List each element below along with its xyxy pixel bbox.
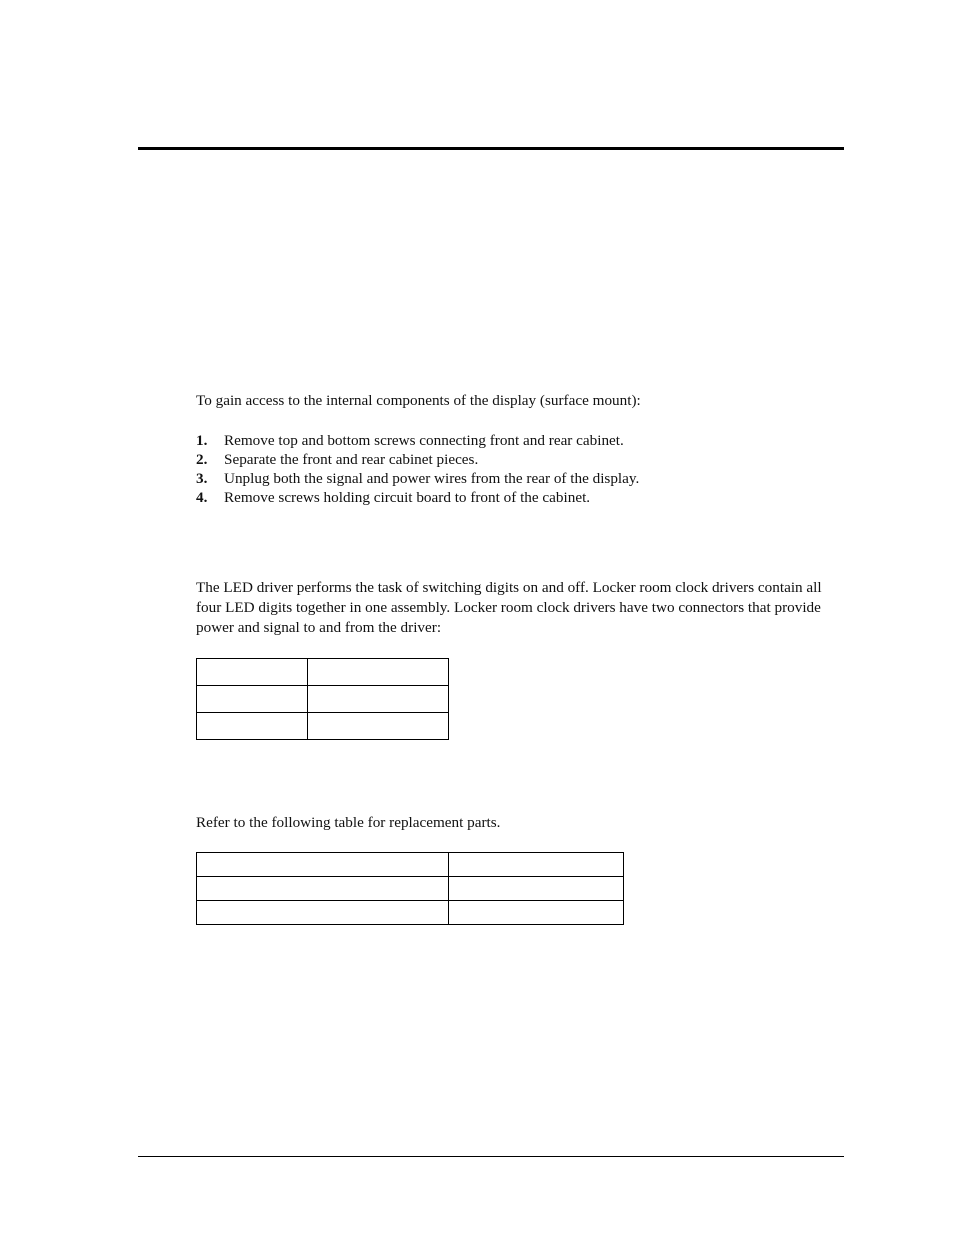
list-item xyxy=(196,450,836,469)
replacement-parts-table xyxy=(196,852,624,925)
table-cell xyxy=(308,659,449,686)
table-cell xyxy=(449,901,624,925)
step-text: Remove screws holding circuit board to front of the cabinet. xyxy=(224,489,591,506)
footer-rule xyxy=(138,1156,844,1157)
table-cell xyxy=(197,901,449,925)
step-number: 3. xyxy=(196,470,208,487)
list-item xyxy=(196,488,836,507)
step-number: 2. xyxy=(196,451,208,468)
table-row xyxy=(197,659,449,686)
table-row xyxy=(197,713,449,740)
step-text: Unplug both the signal and power wires from the rear of the display. xyxy=(224,470,640,487)
step-number: 1. xyxy=(196,432,208,449)
table-row xyxy=(197,686,449,713)
connector-table xyxy=(196,658,449,740)
table-cell xyxy=(308,686,449,713)
parts-paragraph: Refer to the following table for replacement parts. xyxy=(196,814,501,831)
table-cell xyxy=(197,877,449,901)
step-text: Remove top and bottom screws connecting front and rear cabinet. xyxy=(224,432,624,449)
list-item xyxy=(196,469,836,488)
table-cell xyxy=(197,853,449,877)
table-cell xyxy=(449,853,624,877)
table-cell xyxy=(449,877,624,901)
table-cell xyxy=(197,686,308,713)
table-cell xyxy=(308,713,449,740)
table-row xyxy=(197,853,624,877)
step-number: 4. xyxy=(196,489,208,506)
table-row xyxy=(197,877,624,901)
step-text: Separate the front and rear cabinet pieces. xyxy=(224,451,479,468)
table-row xyxy=(197,901,624,925)
table-cell xyxy=(197,713,308,740)
intro-paragraph: To gain access to the internal components of the display (surface mount): xyxy=(196,392,641,409)
list-item xyxy=(196,431,836,450)
steps-list xyxy=(196,431,836,507)
table-cell xyxy=(197,659,308,686)
header-rule xyxy=(138,147,844,150)
led-driver-paragraph: The LED driver performs the task of switching digits on and off. Locker room clock drivers contain all four LED digits together in one assembly. Locker room clock drivers have two connectors that provide power and signal to and from the driver: xyxy=(196,579,822,636)
